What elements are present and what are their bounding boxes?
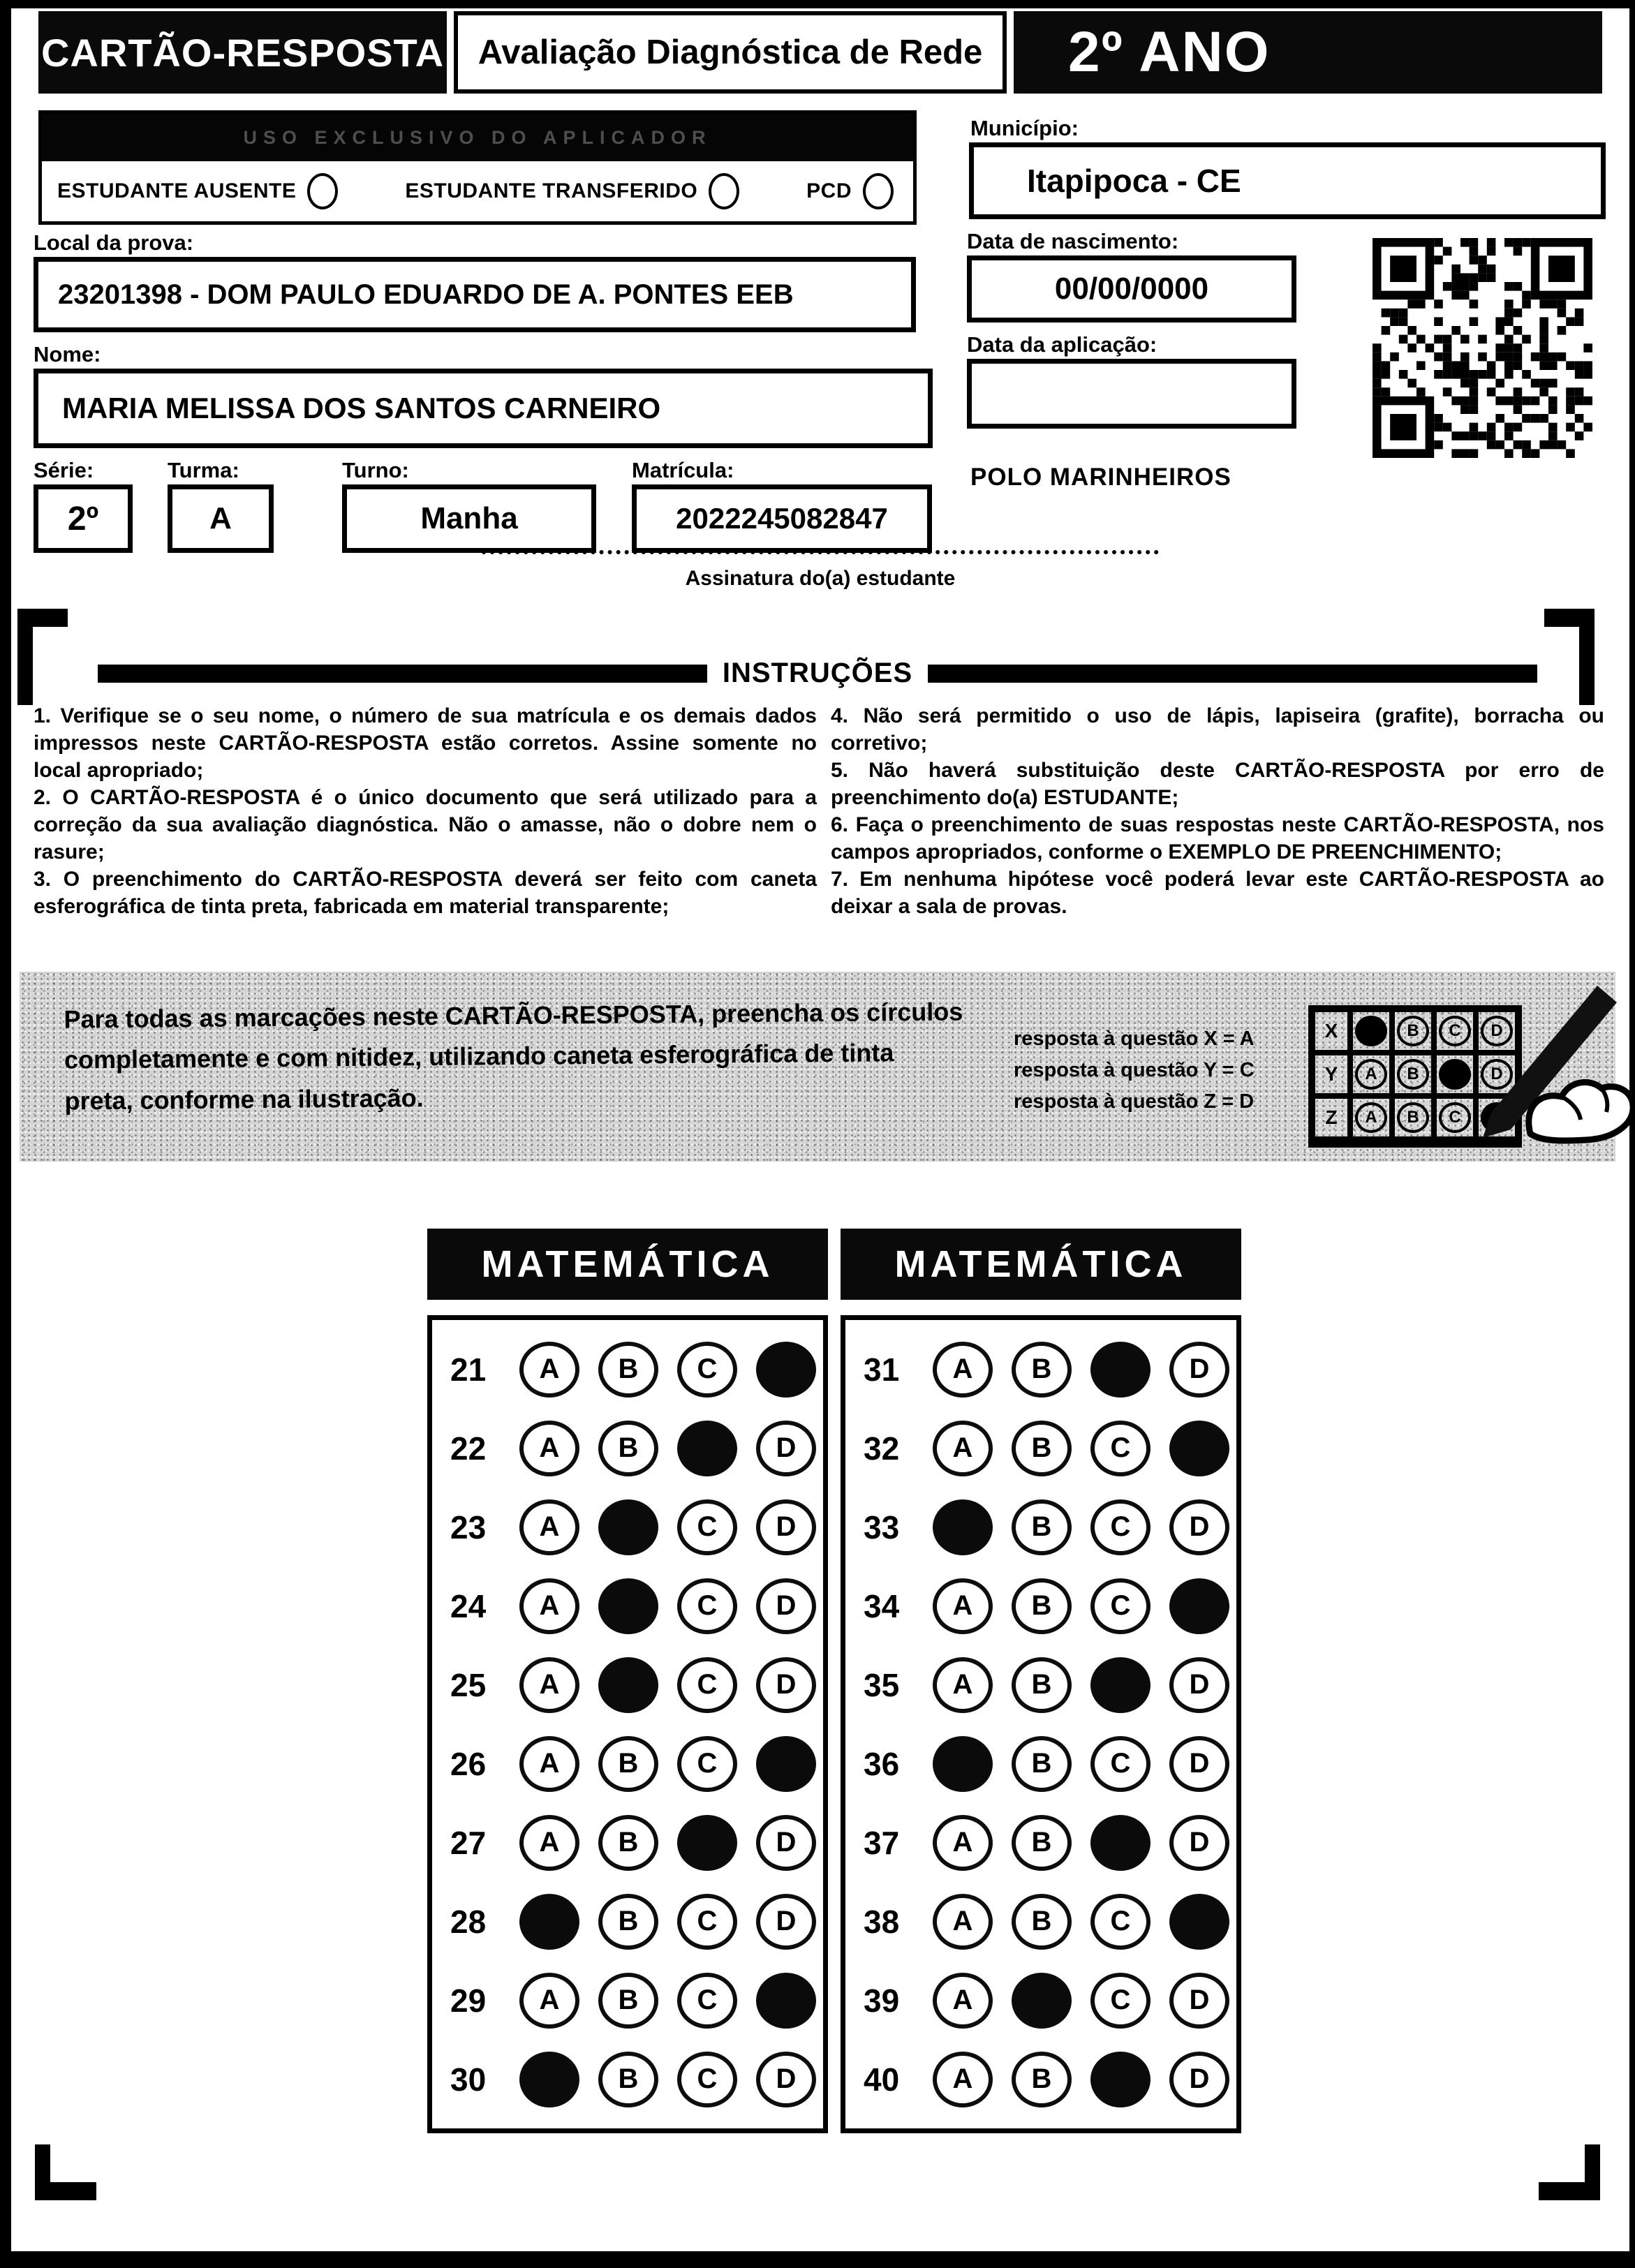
aplicador-row: [42, 161, 913, 221]
bubble-37-B[interactable]: B: [1012, 1815, 1072, 1871]
bubble-24-A[interactable]: A: [519, 1578, 579, 1634]
answer-row: [852, 1973, 1229, 2029]
answer-row: [852, 1815, 1229, 1871]
aplicador-option-circle[interactable]: [307, 173, 338, 209]
bubble-34-D[interactable]: [1169, 1578, 1229, 1634]
nome-field: MARIA MELISSA DOS SANTOS CARNEIRO: [34, 369, 933, 448]
bubble-32-A[interactable]: A: [933, 1421, 993, 1476]
bubble-39-A[interactable]: A: [933, 1973, 993, 2029]
bubble-38-A[interactable]: A: [933, 1894, 993, 1950]
bubble-27-C[interactable]: [677, 1815, 737, 1871]
bubble-36-A[interactable]: [933, 1736, 993, 1792]
example-grid-cell: [1350, 1096, 1392, 1139]
question-number: 28: [450, 1903, 487, 1940]
bubble-22-B[interactable]: B: [598, 1421, 658, 1476]
example-band: [20, 972, 1615, 1162]
municipio-label: Município:: [970, 116, 1079, 140]
bubble-31-C[interactable]: [1090, 1342, 1151, 1398]
answer-row: [852, 1736, 1229, 1792]
example-legend-line: resposta à questão Y = C: [1014, 1058, 1255, 1081]
bubble-38-C[interactable]: C: [1090, 1894, 1151, 1950]
aplicador-option-label: ESTUDANTE AUSENTE: [57, 179, 297, 202]
question-number: 31: [864, 1351, 900, 1388]
example-bubble-Z-B[interactable]: B: [1397, 1102, 1429, 1133]
answer-row: [439, 1815, 816, 1871]
instructions-rule-left: [98, 665, 707, 683]
qr-code: [1373, 238, 1592, 458]
nome-label: Nome:: [34, 342, 101, 366]
bubble-33-B[interactable]: B: [1012, 1499, 1072, 1555]
aplicador-option-label: PCD: [806, 179, 852, 202]
bubble-33-D[interactable]: D: [1169, 1499, 1229, 1555]
crop-mark-top-right: [1544, 609, 1595, 705]
instructions-title: INSTRUÇÕES: [722, 658, 913, 688]
bubble-23-C[interactable]: C: [677, 1499, 737, 1555]
bubble-21-A[interactable]: A: [519, 1342, 579, 1398]
bubble-25-C[interactable]: C: [677, 1657, 737, 1713]
bubble-23-B[interactable]: [598, 1499, 658, 1555]
bubble-35-B[interactable]: B: [1012, 1657, 1072, 1713]
bubble-34-C[interactable]: C: [1090, 1578, 1151, 1634]
bubble-32-B[interactable]: B: [1012, 1421, 1072, 1476]
local-label: Local da prova:: [34, 230, 194, 255]
bubble-33-A[interactable]: [933, 1499, 993, 1555]
bubble-27-A[interactable]: A: [519, 1815, 579, 1871]
aplicador-bar: [42, 114, 913, 161]
bubble-30-D[interactable]: D: [756, 2052, 816, 2107]
question-number: 21: [450, 1351, 487, 1388]
matricula-field: 2022245082847: [632, 484, 932, 553]
aplicador-bar-label: USO EXCLUSIVO DO APLICADOR: [243, 126, 712, 148]
answers-area: [427, 1229, 1237, 2133]
bubble-38-B[interactable]: B: [1012, 1894, 1072, 1950]
bubble-38-D[interactable]: [1169, 1894, 1229, 1950]
answer-row: [852, 1342, 1229, 1398]
answer-row: [439, 1736, 816, 1792]
bubble-31-A[interactable]: A: [933, 1342, 993, 1398]
aplicador-option: [405, 173, 739, 209]
bubble-40-D[interactable]: D: [1169, 2052, 1229, 2107]
instructions-rule-right: [928, 665, 1537, 683]
example-row-label: Y: [1312, 1053, 1350, 1096]
instruction-item: 4. Não será permitido o uso de lápis, lapiseira (grafite), borracha ou corretivo;: [831, 704, 1604, 755]
aplicador-option-circle[interactable]: [863, 173, 894, 209]
bubble-22-C[interactable]: [677, 1421, 737, 1476]
bubble-24-B[interactable]: [598, 1578, 658, 1634]
bubble-29-C[interactable]: C: [677, 1973, 737, 2029]
bubble-32-D[interactable]: [1169, 1421, 1229, 1476]
subject-title: MATEMÁTICA: [894, 1243, 1188, 1285]
example-bubble-Z-C[interactable]: C: [1439, 1102, 1471, 1133]
aplicacao-label: Data da aplicação:: [967, 332, 1157, 357]
example-bubble-Y-A[interactable]: A: [1355, 1059, 1387, 1090]
bubble-33-C[interactable]: C: [1090, 1499, 1151, 1555]
crop-mark-bottom-right: [1539, 2144, 1600, 2200]
question-number: 29: [450, 1982, 487, 2019]
instruction-item: 7. Em nenhuma hipótese você poderá levar este CARTÃO-RESPOSTA ao deixar a sala de provas.: [831, 868, 1604, 918]
bubble-23-D[interactable]: D: [756, 1499, 816, 1555]
question-number: 36: [864, 1745, 900, 1782]
question-number: 39: [864, 1982, 900, 2019]
example-grid-cell: [1350, 1053, 1392, 1096]
example-bubble-Y-D[interactable]: D: [1481, 1059, 1513, 1090]
bubble-37-D[interactable]: D: [1169, 1815, 1229, 1871]
signature-label: Assinatura do(a) estudante: [685, 567, 956, 590]
bubble-28-C[interactable]: C: [677, 1894, 737, 1950]
bubble-26-D[interactable]: [756, 1736, 816, 1792]
bubble-34-A[interactable]: A: [933, 1578, 993, 1634]
instruction-item: 6. Faça o preenchimento de suas respostas neste CARTÃO-RESPOSTA, nos campos apropriados, conforme o EXEMPLO DE PREENCHIMENTO;: [831, 813, 1604, 864]
local-field: 23201398 - DOM PAULO EDUARDO DE A. PONTES EEB: [34, 257, 916, 332]
bubble-26-A[interactable]: A: [519, 1736, 579, 1792]
municipio-field: Itapipoca - CE: [969, 142, 1606, 219]
instruction-item: 5. Não haverá substituição deste CARTÃO-RESPOSTA por erro de preenchimento do(a) ESTUDANTE;: [831, 759, 1604, 809]
answer-grid: [427, 1315, 828, 2133]
bubble-35-D[interactable]: D: [1169, 1657, 1229, 1713]
bubble-28-D[interactable]: D: [756, 1894, 816, 1950]
example-bubble-Z-A[interactable]: A: [1355, 1102, 1387, 1133]
question-number: 24: [450, 1587, 487, 1624]
answer-row: [852, 1499, 1229, 1555]
question-number: 26: [450, 1745, 487, 1782]
header: [38, 11, 1602, 94]
serie-field: 2º: [34, 484, 133, 553]
answer-column-1: [427, 1229, 828, 2133]
aplicacao-field: [967, 359, 1296, 429]
question-number: 40: [864, 2061, 900, 2098]
bubble-39-C[interactable]: C: [1090, 1973, 1151, 2029]
bubble-39-B[interactable]: [1012, 1973, 1072, 2029]
bubble-22-A[interactable]: A: [519, 1421, 579, 1476]
question-number: 34: [864, 1587, 900, 1624]
bubble-29-A[interactable]: A: [519, 1973, 579, 2029]
bubble-31-B[interactable]: B: [1012, 1342, 1072, 1398]
example-row-label: Z: [1312, 1096, 1350, 1139]
bubble-29-D[interactable]: [756, 1973, 816, 2029]
instructions-left: [34, 702, 817, 920]
bubble-26-B[interactable]: B: [598, 1736, 658, 1792]
example-legend-line: resposta à questão Z = D: [1014, 1090, 1255, 1113]
answer-row: [852, 1421, 1229, 1476]
aplicador-option-label: ESTUDANTE TRANSFERIDO: [405, 179, 698, 202]
answer-row: [439, 1421, 816, 1476]
subject-header: [841, 1229, 1241, 1300]
turno-field: Manha: [342, 484, 596, 553]
bubble-26-C[interactable]: C: [677, 1736, 737, 1792]
aplicador-option: [57, 173, 338, 209]
example-bubble-X-A[interactable]: [1355, 1016, 1387, 1046]
polo-label: POLO MARINHEIROS: [970, 464, 1231, 491]
bubble-40-C[interactable]: [1090, 2052, 1151, 2107]
bubble-35-C[interactable]: [1090, 1657, 1151, 1713]
example-bubble-Y-B[interactable]: B: [1397, 1059, 1429, 1090]
answer-row: [439, 1499, 816, 1555]
bubble-21-C[interactable]: C: [677, 1342, 737, 1398]
question-number: 30: [450, 2061, 487, 2098]
sheet-title: CARTÃO-RESPOSTA: [38, 11, 447, 94]
example-grid-cell: [1350, 1009, 1392, 1053]
bubble-23-A[interactable]: A: [519, 1499, 579, 1555]
nascimento-label: Data de nascimento:: [967, 229, 1179, 253]
answer-column-2: [841, 1229, 1241, 2133]
aplicador-option: [806, 173, 894, 209]
answer-grid: [841, 1315, 1241, 2133]
bubble-40-B[interactable]: B: [1012, 2052, 1072, 2107]
bubble-36-D[interactable]: D: [1169, 1736, 1229, 1792]
question-number: 27: [450, 1824, 487, 1861]
subject-header: [427, 1229, 828, 1300]
answer-row: [852, 2052, 1229, 2107]
instructions-header: [98, 658, 1537, 689]
question-number: 32: [864, 1430, 900, 1467]
bubble-34-B[interactable]: B: [1012, 1578, 1072, 1634]
bubble-27-B[interactable]: B: [598, 1815, 658, 1871]
example-bubble-X-D[interactable]: D: [1481, 1016, 1513, 1046]
answer-row: [439, 1657, 816, 1713]
crop-mark-top-left: [17, 609, 68, 705]
bubble-25-A[interactable]: A: [519, 1657, 579, 1713]
answer-row: [439, 1973, 816, 2029]
bubble-40-A[interactable]: A: [933, 2052, 993, 2107]
bubble-24-D[interactable]: D: [756, 1578, 816, 1634]
bubble-31-D[interactable]: D: [1169, 1342, 1229, 1398]
question-number: 37: [864, 1824, 900, 1861]
bubble-25-D[interactable]: D: [756, 1657, 816, 1713]
answer-row: [852, 1657, 1229, 1713]
instruction-item: 3. O preenchimento do CARTÃO-RESPOSTA deverá ser feito com caneta esferográfica de tinta preta, fabricada em material transparente;: [34, 868, 817, 918]
bubble-35-A[interactable]: A: [933, 1657, 993, 1713]
instruction-item: 1. Verifique se o seu nome, o número de sua matrícula e os demais dados impressos neste CARTÃO-RESPOSTA estão corretos. Assine somente no local apropriado;: [34, 704, 817, 782]
bubble-36-C[interactable]: C: [1090, 1736, 1151, 1792]
answer-row: [852, 1894, 1229, 1950]
aplicador-option-circle[interactable]: [709, 173, 739, 209]
matricula-label: Matrícula:: [632, 458, 734, 482]
bubble-36-B[interactable]: B: [1012, 1736, 1072, 1792]
instruction-item: 2. O CARTÃO-RESPOSTA é o único documento que será utilizado para a correção da sua avaliação diagnóstica. Não o amasse, não o dobre nem o rasure;: [34, 786, 817, 864]
crop-mark-bottom-left: [35, 2144, 96, 2200]
assessment-title: Avaliação Diagnóstica de Rede: [454, 11, 1007, 94]
bubble-28-A[interactable]: [519, 1894, 579, 1950]
turno-label: Turno:: [342, 458, 409, 482]
aplicador-section: [38, 110, 917, 225]
signature-line[interactable]: [482, 550, 1159, 554]
turma-label: Turma:: [168, 458, 239, 482]
bubble-22-D[interactable]: D: [756, 1421, 816, 1476]
example-note: Para todas as marcações neste CARTÃO-RESPOSTA, preencha os círculos completamente e com nitidez, utilizando caneta esferográfica de tinta preta, conforme na ilustração.: [64, 997, 963, 1116]
subject-title: MATEMÁTICA: [481, 1243, 774, 1285]
answer-row: [852, 1578, 1229, 1634]
turma-field: A: [168, 484, 274, 553]
bubble-27-D[interactable]: D: [756, 1815, 816, 1871]
bubble-30-C[interactable]: C: [677, 2052, 737, 2107]
bubble-24-C[interactable]: C: [677, 1578, 737, 1634]
bubble-21-B[interactable]: B: [598, 1342, 658, 1398]
example-bubble-X-B[interactable]: B: [1397, 1016, 1429, 1046]
hand-pen-illustration: [1424, 962, 1635, 1154]
answer-row: [439, 1894, 816, 1950]
bubble-30-B[interactable]: B: [598, 2052, 658, 2107]
example-row-label: X: [1312, 1009, 1350, 1053]
question-number: 22: [450, 1430, 487, 1467]
answer-row: [439, 2052, 816, 2107]
bubble-25-B[interactable]: [598, 1657, 658, 1713]
bubble-29-B[interactable]: B: [598, 1973, 658, 2029]
example-legend: [1014, 1023, 1255, 1118]
question-number: 25: [450, 1666, 487, 1703]
example-bubble-X-C[interactable]: C: [1439, 1016, 1471, 1046]
question-number: 35: [864, 1666, 900, 1703]
bubble-28-B[interactable]: B: [598, 1894, 658, 1950]
nascimento-field: 00/00/0000: [967, 255, 1296, 323]
bubble-37-C[interactable]: [1090, 1815, 1151, 1871]
bubble-37-A[interactable]: A: [933, 1815, 993, 1871]
bubble-39-D[interactable]: D: [1169, 1973, 1229, 2029]
example-legend-line: resposta à questão X = A: [1014, 1028, 1255, 1050]
question-number: 38: [864, 1903, 900, 1940]
grade-badge: 2º ANO: [1014, 11, 1602, 94]
serie-label: Série:: [34, 458, 94, 482]
bubble-21-D[interactable]: [756, 1342, 816, 1398]
question-number: 23: [450, 1509, 487, 1546]
answer-row: [439, 1578, 816, 1634]
bubble-30-A[interactable]: [519, 2052, 579, 2107]
question-number: 33: [864, 1509, 900, 1546]
answer-row: [439, 1342, 816, 1398]
bubble-32-C[interactable]: C: [1090, 1421, 1151, 1476]
instructions-right: [831, 702, 1604, 920]
